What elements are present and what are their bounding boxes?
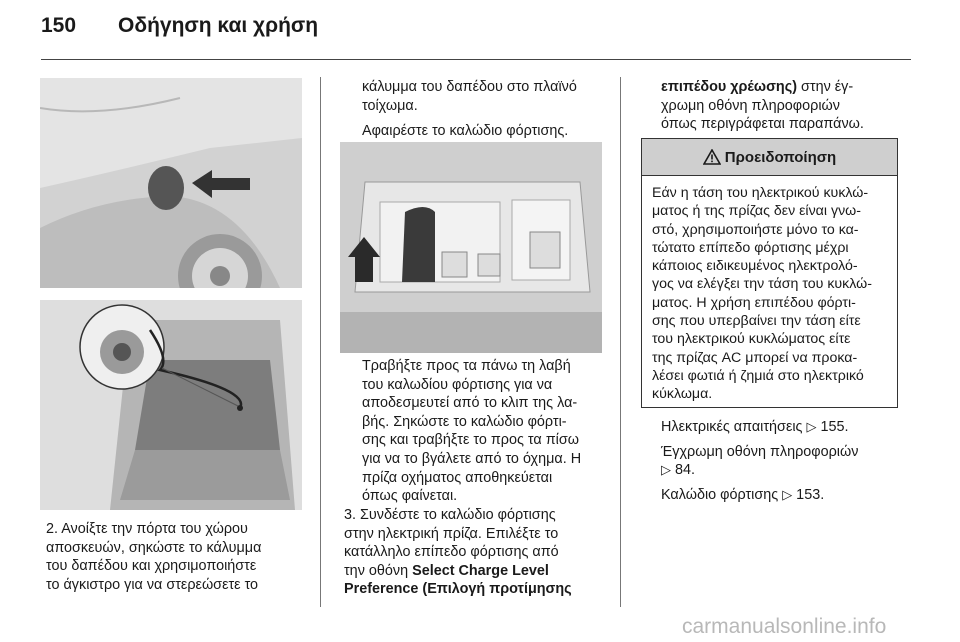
warning-text — [642, 176, 897, 404]
xref-page: 153. — [792, 486, 825, 503]
header-rule — [41, 59, 911, 60]
warning-line: Εάν η τάση του ηλεκτρικού κυκλώ- — [652, 185, 869, 201]
text-line: σης και τραβήξτε το προς τα πίσω — [362, 432, 579, 449]
page-title: Οδήγηση και χρήση — [118, 14, 319, 37]
warning-line: της πρίζας AC μπορεί να προκα- — [652, 349, 858, 366]
step-3-line: κατάλληλο επίπεδο φόρτισης από — [344, 544, 559, 561]
figure-charge-port-door — [40, 78, 302, 288]
warning-line: γος να ελέγξει την τάση του κυκλώ- — [652, 276, 872, 293]
warning-line: τώτατο επίπεδο φόρτισης μέχρι — [652, 239, 849, 256]
text-line: όπως φαίνεται. — [362, 488, 458, 505]
text-line: πρίζα οχήματος αποθηκεύεται — [362, 469, 553, 486]
step-3-line — [344, 562, 635, 581]
step-2-line: αποσκευών, σηκώστε το κάλυμμα — [46, 539, 262, 556]
text-line: κάλυμμα του δαπέδου στο πλαϊνό — [362, 79, 577, 95]
text-line: βής. Σηκώστε το καλώδιο φόρτι- — [362, 413, 567, 430]
xref-charging-cable[interactable] — [661, 486, 911, 505]
ui-label-charge-level: επιπέδου χρέωσης) — [661, 79, 797, 95]
ui-label-preference: Preference (Επιλογή προτίμησης — [344, 581, 572, 598]
step-2 — [46, 520, 332, 594]
warning-line: ματος. Η χρήση επιπέδου φόρτι- — [652, 294, 856, 311]
pull-cable-text — [362, 357, 614, 506]
xref-page: 84. — [671, 462, 696, 479]
xref-electrical-requirements[interactable] — [661, 418, 911, 437]
step-3 — [344, 506, 635, 599]
text-line: Τραβήξτε προς τα πάνω τη λαβή — [362, 358, 571, 374]
warning-box — [641, 138, 898, 408]
text-line: τοίχωμα. — [362, 97, 418, 114]
warning-line: του ηλεκτρικού κυκλώματος είτε — [652, 331, 851, 348]
warning-line: στό, χρησιμοποιήστε μόνο το κα- — [652, 221, 859, 238]
figure-open-trunk — [40, 300, 302, 510]
warning-line: λέσει φωτιά ή ζημιά στο ηλεκτρικό — [652, 367, 864, 384]
remove-cable-line: Αφαιρέστε το καλώδιο φόρτισης. — [362, 123, 569, 140]
text-line: χρωμη οθόνη πληροφοριών — [661, 97, 840, 114]
cross-references — [661, 418, 911, 504]
ui-label-select-charge-level: Select Charge Level — [412, 562, 549, 579]
warning-line: σης που υπερβαίνει την τάση είτε — [652, 313, 861, 330]
warning-header — [642, 139, 897, 176]
page-number: 150 — [41, 14, 77, 37]
page-reference-arrow-icon: ▷ — [782, 486, 793, 502]
text-line: αποδεσμευτεί από το κλιπ της λα- — [362, 395, 578, 412]
step-3-continuation — [661, 78, 911, 134]
text-fragment: στην έγ- — [797, 79, 854, 95]
warning-title: Προειδοποίηση — [724, 148, 837, 166]
step-2-continuation — [362, 78, 612, 141]
text-line — [661, 78, 911, 97]
warning-triangle-icon — [703, 149, 721, 165]
step-3-line-start: την οθόνη — [344, 562, 409, 579]
xref-text: Έγχρωμη οθόνη πληροφοριών — [661, 443, 859, 460]
xref-colour-info-display[interactable] — [661, 443, 911, 462]
step-3-line — [344, 580, 635, 599]
xref-text: Καλώδιο φόρτισης — [661, 486, 779, 503]
step-2-line: το άγκιστρο για να στερεώσετε το — [46, 576, 259, 593]
text-line: όπως περιγράφεται παραπάνω. — [661, 116, 864, 133]
step-3-line: στην ηλεκτρική πρίζα. Επιλέξτε το — [344, 525, 559, 542]
page-reference-arrow-icon: ▷ — [806, 419, 817, 434]
warning-line: κάποιος ειδικευμένος ηλεκτρολό- — [652, 258, 858, 275]
warning-line: κύκλωμα. — [652, 386, 713, 403]
page-reference-arrow-icon: ▷ — [661, 462, 671, 478]
xref-page: 155. — [816, 419, 849, 435]
step-2-line: του δαπέδου και χρησιμοποιήστε — [46, 558, 257, 575]
text-line: για να το βγάλετε από το όχημα. Η — [362, 450, 582, 467]
warning-line: ματος ή της πρίζας δεν είναι γνω- — [652, 203, 861, 220]
step-2-line: 2. Ανοίξτε την πόρτα του χώρου — [46, 521, 248, 537]
text-line: του καλωδίου φόρτισης για να — [362, 376, 553, 393]
xref-colour-info-display-page — [661, 461, 911, 480]
step-3-line: 3. Συνδέστε το καλώδιο φόρτισης — [344, 507, 556, 523]
xref-text: Ηλεκτρικές απαιτήσεις — [661, 419, 803, 435]
watermark: carmanualsonline.info — [682, 615, 887, 638]
figure-cable-storage — [340, 142, 602, 353]
